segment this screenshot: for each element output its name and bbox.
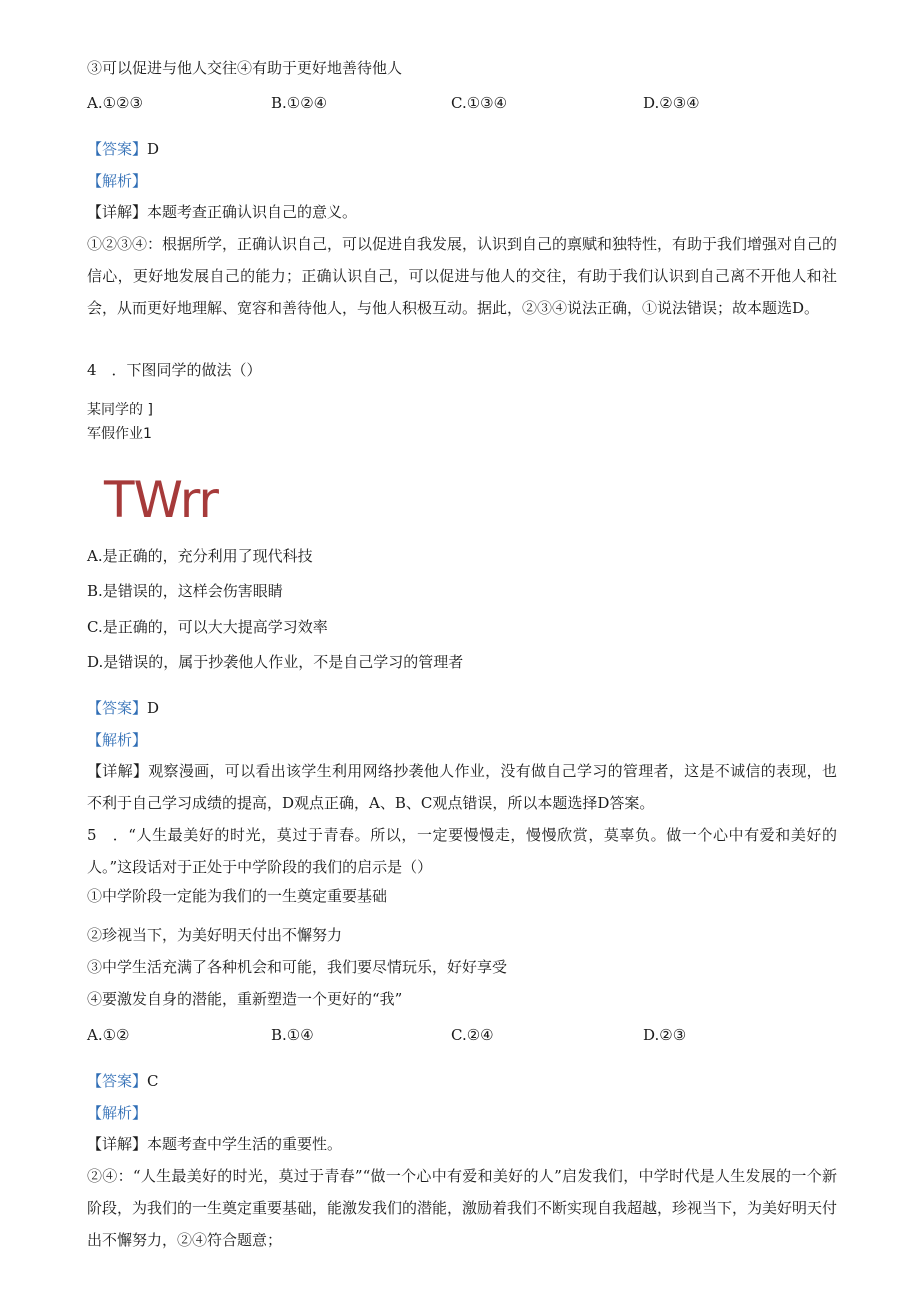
answer-value: D	[147, 699, 160, 717]
detail-tag: 【详解】	[87, 1135, 148, 1153]
q4-answer	[87, 698, 159, 718]
detail-tag: 【详解】	[87, 762, 149, 780]
figure-logo-text: TWrr	[104, 471, 218, 529]
q5-analysis-tag	[87, 1103, 147, 1123]
detail-intro: 本题考查中学生活的重要性。	[147, 1135, 343, 1153]
analysis-tag: 【解析】	[87, 1104, 148, 1122]
q4-analysis-tag	[87, 730, 147, 750]
analysis-tag: 【解析】	[87, 172, 148, 190]
q5-item-4: ④要激发自身的潜能，重新塑造一个更好的“我”	[87, 990, 403, 1008]
analysis-tag: 【解析】	[87, 731, 148, 749]
q3-explanation: ①②③④：根据所学，正确认识自己，可以促进自我发展，认识到自己的禀赋和独特性，有助于我们增强对自己的信心，更好地发展自己的能力；正确认识自己，可以促进与他人的交往，有助于我们认识到自己离不开他人和社会，从而更好地理解、宽容和善待他人，与他人积极互动。据此，②③④说法正确，①说法错误；故本题选D。	[87, 235, 838, 317]
q5-item-3: ③中学生活充满了各种机会和可能，我们要尽情玩乐，好好享受	[87, 958, 508, 976]
q3-option-c: C.①③④	[451, 94, 508, 112]
q4-option-c: C.是正确的，可以大大提高学习效率	[87, 618, 328, 636]
q3-detail	[87, 202, 357, 222]
q5-item-2: ②珍视当下，为美好明天付出不懈努力	[87, 926, 343, 944]
q5-item-1: ①中学阶段一定能为我们的一生奠定重要基础	[87, 887, 388, 905]
q5-answer	[87, 1071, 159, 1091]
answer-tag: 【答案】	[87, 1072, 148, 1090]
figure-caption-line-2: 军假作业1	[87, 426, 152, 442]
q3-option-d: D.②③④	[643, 94, 700, 112]
q4-stem: 4 ．下图同学的做法（）	[87, 361, 262, 379]
q5-option-b: B.①④	[271, 1026, 314, 1044]
q5-stem: 5 ．“人生最美好的时光，莫过于青春。所以，一定要慢慢走，慢慢欣赏，莫辜负。做一个心中有爱和美好的人。”这段话对于正处于中学阶段的我们的启示是（）	[87, 826, 837, 876]
q5-option-d: D.②③	[643, 1026, 687, 1044]
figure-caption-line-1: 某同学的 ]	[87, 402, 153, 418]
q4-option-b: B.是错误的，这样会伤害眼睛	[87, 582, 283, 600]
q4-detail	[87, 755, 837, 819]
q3-item-line: ③可以促进与他人交往④有助于更好地善待他人	[87, 59, 403, 77]
answer-value: C	[147, 1072, 159, 1090]
q5-explanation: ②④：“人生最美好的时光，莫过于青春”“做一个心中有爱和美好的人”启发我们，中学时代是人生发展的一个新阶段，为我们的一生奠定重要基础，能激发我们的潜能，激励着我们不断实现自我超越，珍视当下，为美好明天付出不懈努力，②④符合题意；	[87, 1167, 838, 1249]
q3-analysis-tag	[87, 171, 147, 191]
q5-option-a: A.①②	[87, 1026, 130, 1044]
q5-detail	[87, 1134, 342, 1154]
q3-option-a: A.①②③	[87, 94, 143, 112]
q4-option-d: D.是错误的，属于抄袭他人作业，不是自己学习的管理者	[87, 653, 464, 671]
q5-option-c: C.②④	[451, 1026, 494, 1044]
answer-tag: 【答案】	[87, 140, 148, 158]
detail-tag: 【详解】	[87, 203, 148, 221]
q3-option-b: B.①②④	[271, 94, 328, 112]
q4-explanation: 观察漫画，可以看出该学生利用网络抄袭他人作业，没有做自己学习的管理者，这是不诚信的表现，也不利于自己学习成绩的提高，D观点正确，A、B、C观点错误，所以本题选择D答案。	[87, 762, 837, 812]
answer-tag: 【答案】	[87, 699, 148, 717]
detail-intro: 本题考查正确认识自己的意义。	[147, 203, 358, 221]
answer-value: D	[147, 140, 160, 158]
q4-option-a: A.是正确的，充分利用了现代科技	[87, 547, 313, 565]
q3-answer	[87, 139, 159, 159]
